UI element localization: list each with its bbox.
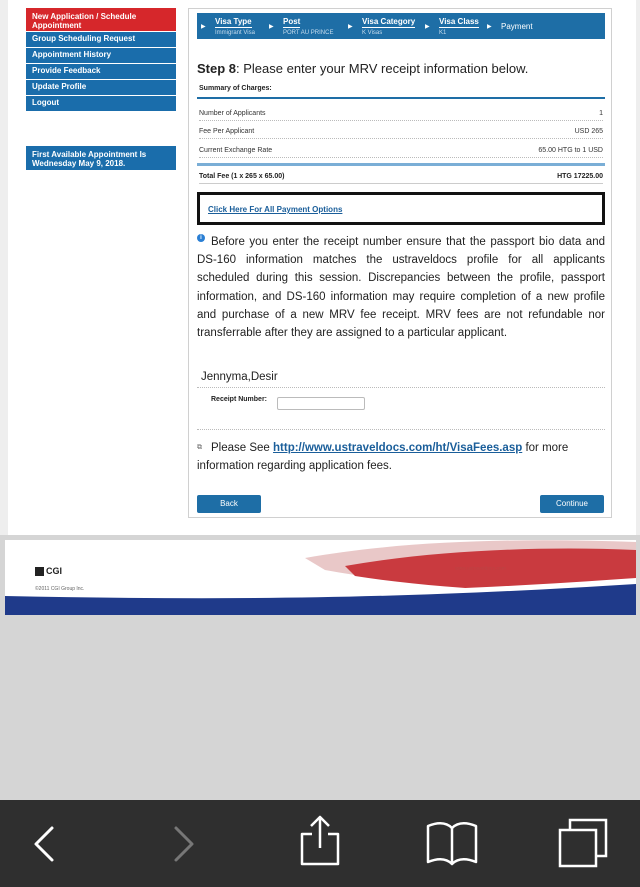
- fees-note-suffix: for more information regarding application fees.: [197, 442, 569, 472]
- step-value: K Visas: [362, 30, 383, 36]
- browser-toolbar: [0, 800, 640, 887]
- summary-title: Summary of Charges:: [199, 85, 272, 92]
- step-title: Visa Category: [362, 17, 416, 26]
- divider: [197, 97, 605, 99]
- charge-value: USD 265: [574, 128, 603, 135]
- total-fee-row: [199, 172, 603, 184]
- step-title: Post: [283, 17, 301, 26]
- receipt-notice: [197, 233, 605, 342]
- copyright-text: ©2011 CGI Group Inc.: [35, 586, 85, 592]
- divider: [197, 429, 605, 430]
- step-title: Visa Type: [215, 17, 252, 26]
- step-arrow-icon: ▶: [348, 24, 353, 30]
- main-content: [188, 8, 612, 518]
- forward-arrow-icon[interactable]: [152, 814, 212, 874]
- charge-label: Fee Per Applicant: [199, 128, 255, 135]
- first-appointment-notice: First Available Appointment Is Wednesday May 9, 2018.: [26, 146, 176, 170]
- sidebar-item-new-application[interactable]: New Application / Schedule Appointment: [26, 8, 176, 32]
- payment-options-link[interactable]: Click Here For All Payment Options: [208, 205, 343, 214]
- share-icon[interactable]: [290, 814, 350, 874]
- footer: [5, 540, 636, 615]
- sidebar: [26, 8, 176, 112]
- cgi-logo: [35, 566, 62, 576]
- charge-value: 65.00 HTG to 1 USD: [538, 147, 603, 154]
- charge-row-exchange: [199, 146, 603, 158]
- charge-row-applicants: [199, 109, 603, 121]
- step-value: K1: [439, 30, 447, 36]
- payment-options-box: [197, 192, 605, 225]
- step-arrow-icon: ▶: [487, 24, 492, 30]
- fees-note-prefix: Please See: [211, 442, 274, 454]
- footer-url[interactable]: www.ustraveldocs.com: [455, 566, 506, 572]
- back-arrow-icon[interactable]: [14, 814, 74, 874]
- charge-label: Number of Applicants: [199, 110, 266, 117]
- info-icon: i: [197, 234, 205, 242]
- step-arrow-icon: ▶: [269, 24, 274, 30]
- progress-steps: [197, 13, 605, 39]
- charge-value: 1: [599, 110, 603, 117]
- cgi-logo-text: CGI: [46, 566, 63, 576]
- charge-row-fee: [199, 127, 603, 139]
- step-title: Payment: [501, 22, 533, 31]
- divider: [197, 387, 605, 388]
- visa-fees-link[interactable]: http://www.ustraveldocs.com/ht/VisaFees.asp: [273, 442, 523, 454]
- sidebar-item-group-scheduling[interactable]: Group Scheduling Request: [26, 32, 176, 48]
- step-arrow-icon: ▶: [425, 24, 430, 30]
- fees-note: [197, 439, 605, 475]
- total-label: Total Fee (1 x 265 x 65.00): [199, 173, 285, 180]
- receipt-number-label: Receipt Number:: [211, 396, 268, 403]
- divider: [197, 163, 605, 166]
- step-number: Step 8: [197, 61, 237, 76]
- step-arrow-icon: ▶: [201, 24, 206, 30]
- external-link-icon: ⧉: [197, 444, 202, 451]
- sidebar-item-logout[interactable]: Logout: [26, 96, 176, 112]
- sidebar-item-appointment-history[interactable]: Appointment History: [26, 48, 176, 64]
- continue-button[interactable]: Continue: [540, 495, 604, 513]
- step-instruction: : Please enter your MRV receipt information below.: [236, 61, 529, 76]
- receipt-number-input[interactable]: [277, 397, 365, 410]
- step-title: Visa Class: [439, 17, 479, 26]
- tabs-icon[interactable]: [554, 814, 614, 874]
- notice-text: Before you enter the receipt number ensure that the passport bio data and DS-160 information matches the ustraveldocs profile for all applicants scheduled during this session. Discrepancies between the profile, passport information, and DS-160 information may require completion of a new profile and purchase of a new MRV fee receipt. MRV fees are not refundable nor transferrable after they are assigned to a particular applicant.: [197, 236, 605, 340]
- total-value: HTG 17225.00: [557, 173, 603, 180]
- sidebar-item-provide-feedback[interactable]: Provide Feedback: [26, 64, 176, 80]
- step-value: PORT AU PRINCE: [283, 30, 334, 36]
- charge-label: Current Exchange Rate: [199, 147, 273, 154]
- bookmarks-icon[interactable]: [422, 814, 482, 874]
- step-heading: [197, 61, 528, 76]
- sidebar-item-update-profile[interactable]: Update Profile: [26, 80, 176, 96]
- footer-swoosh-graphic: [5, 540, 636, 615]
- applicant-name: Jennyma,Desir: [201, 371, 278, 383]
- back-button[interactable]: Back: [197, 495, 261, 513]
- step-value: Immigrant Visa: [215, 30, 255, 36]
- cgi-logo-icon: [35, 567, 44, 576]
